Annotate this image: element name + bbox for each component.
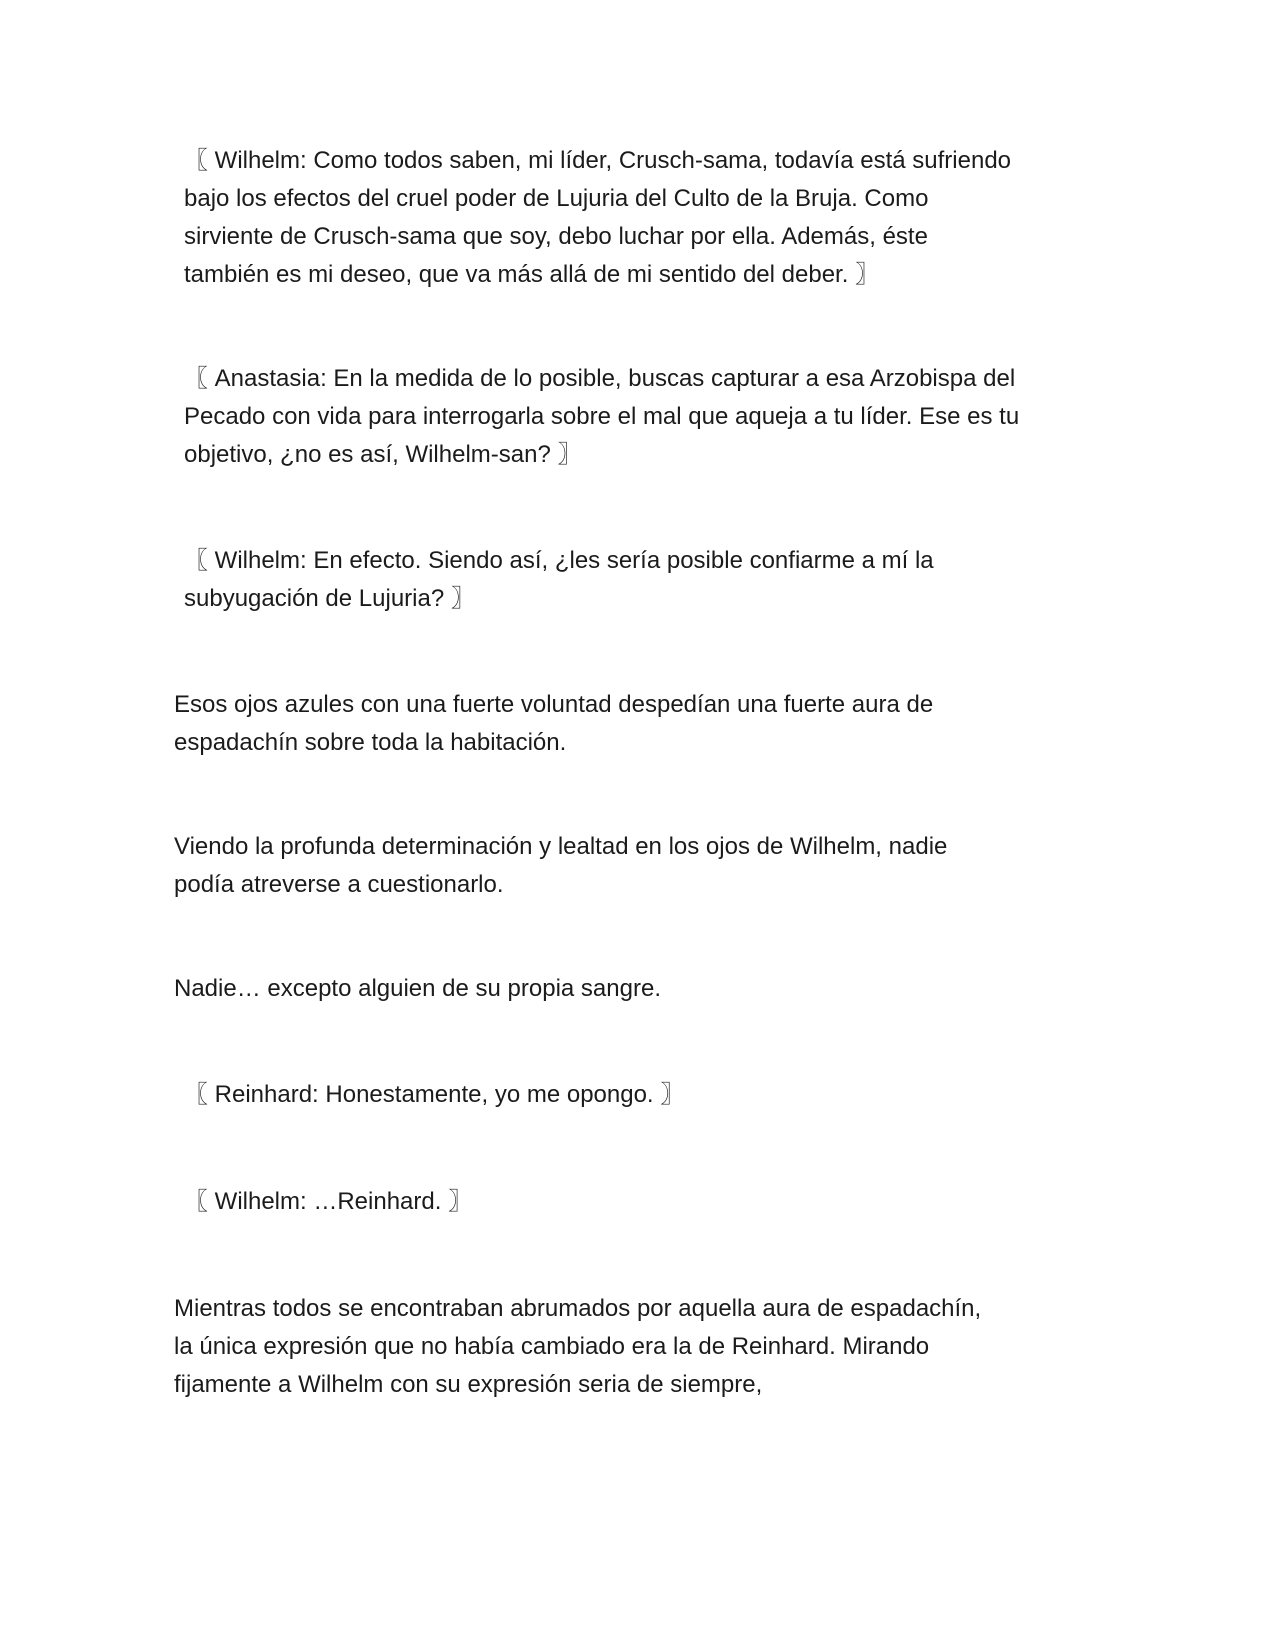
- dialogue-wilhelm-3: 〖 Wilhelm: …Reinhard. 〗: [184, 1188, 473, 1215]
- narration-paragraph-2: Viendo la profunda determinación y lealtad en los ojos de Wilhelm, nadie podía atreverse a cuestionarlo.: [174, 833, 948, 898]
- dialogue-wilhelm-2: 〖 Wilhelm: En efecto. Siendo así, ¿les sería posible confiarme a mí la subyugación de Lujuria? 〗: [184, 547, 934, 612]
- narration-paragraph-4: Mientras todos se encontraban abrumados por aquella aura de espadachín, la única expresión que no había cambiado era la de Reinhard. Mirando fijamente a Wilhelm con su expresión seria de siempre,: [174, 1295, 982, 1398]
- narration-paragraph-1: Esos ojos azules con una fuerte voluntad despedían una fuerte aura de espadachín sobre toda la habitación.: [174, 691, 934, 756]
- dialogue-reinhard: 〖 Reinhard: Honestamente, yo me opongo. 〗: [184, 1081, 685, 1108]
- narration-paragraph-3: Nadie… excepto alguien de su propia sangre.: [174, 975, 661, 1002]
- dialogue-wilhelm-1: 〖 Wilhelm: Como todos saben, mi líder, Crusch-sama, todavía está sufriendo bajo los efectos del cruel poder de Lujuria del Culto de la Bruja. Como sirviente de Crusch-sama que soy, debo luchar por ella. Además, éste también es mi deseo, que va más allá de mi sentido del deber. 〗: [184, 147, 1012, 288]
- dialogue-anastasia: 〖 Anastasia: En la medida de lo posible, buscas capturar a esa Arzobispa del Pecado con vida para interrogarla sobre el mal que aqueja a tu líder. Ese es tu objetivo, ¿no es así, Wilhelm-san? 〗: [184, 365, 1020, 468]
